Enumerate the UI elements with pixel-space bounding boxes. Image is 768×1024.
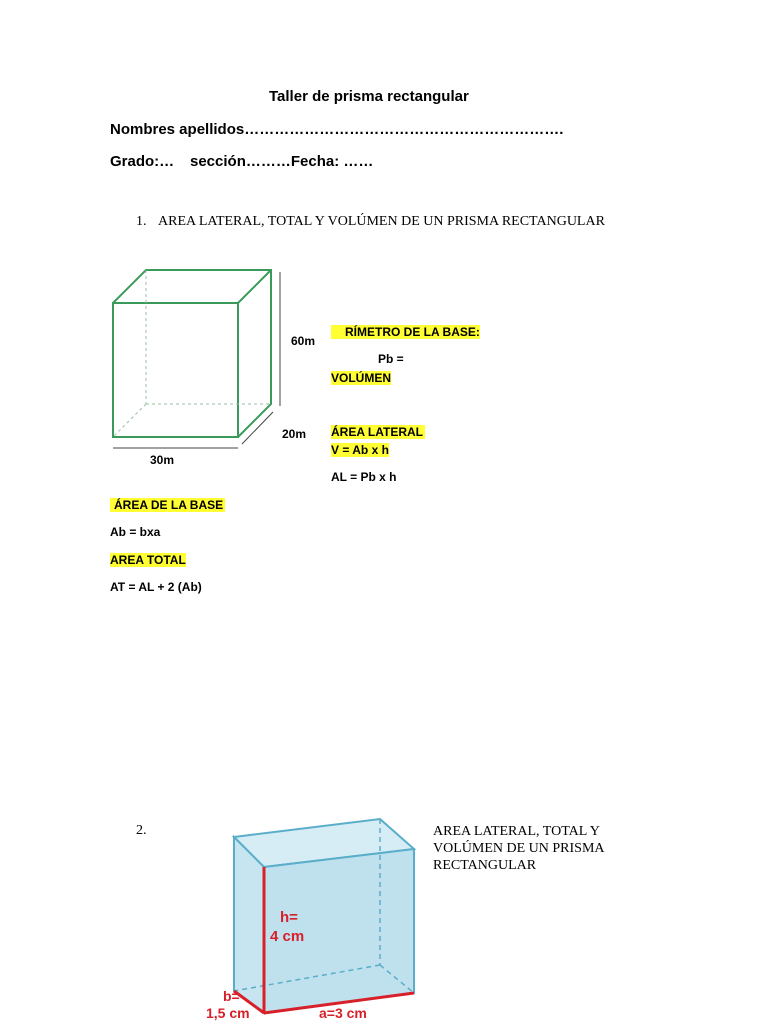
- dimension-height: 60m: [291, 334, 316, 348]
- height-value: 4 cm: [270, 928, 305, 945]
- al-formula: AL = Pb x h: [331, 470, 397, 484]
- dimension-depth: 20m: [282, 427, 307, 441]
- grade-field: Grado:…: [110, 153, 175, 170]
- exercise-2-number: 2.: [136, 823, 147, 838]
- blue-prism-diagram: [228, 815, 420, 1024]
- exercise-1-heading: AREA LATERAL, TOTAL Y VOLÚMEN DE UN PRISMA RECTANGULAR: [158, 214, 605, 229]
- area-lateral-label: ÁREA LATERAL: [331, 425, 423, 439]
- section-date-field: sección………Fecha: ……: [190, 153, 374, 170]
- b-value: 1,5 cm: [206, 1005, 250, 1021]
- height-label: h=: [280, 909, 298, 926]
- b-label: b=: [223, 988, 240, 1004]
- names-field: Nombres apellidos……………………………………………………….: [110, 121, 564, 138]
- pb-formula: Pb =: [378, 352, 404, 366]
- area-total-label: AREA TOTAL: [110, 553, 186, 567]
- volumen-label: VOLÚMEN: [331, 371, 391, 385]
- dimension-width: 30m: [150, 453, 175, 467]
- ab-formula: Ab = bxa: [110, 525, 161, 539]
- volume-formula: V = Ab x h: [331, 443, 389, 457]
- a-label: a=3 cm: [319, 1005, 367, 1021]
- area-base-label: ÁREA DE LA BASE: [110, 498, 225, 512]
- green-prism-diagram: [108, 266, 288, 456]
- exercise-1-number: 1.: [136, 214, 147, 229]
- page-title: Taller de prisma rectangular: [269, 88, 469, 105]
- at-formula: AT = AL + 2 (Ab): [110, 580, 202, 594]
- exercise-2-heading: AREA LATERAL, TOTAL Y VOLÚMEN DE UN PRISMA RECTANGULAR: [433, 824, 604, 873]
- perimetro-base-label: RÍMETRO DE LA BASE:: [331, 325, 480, 339]
